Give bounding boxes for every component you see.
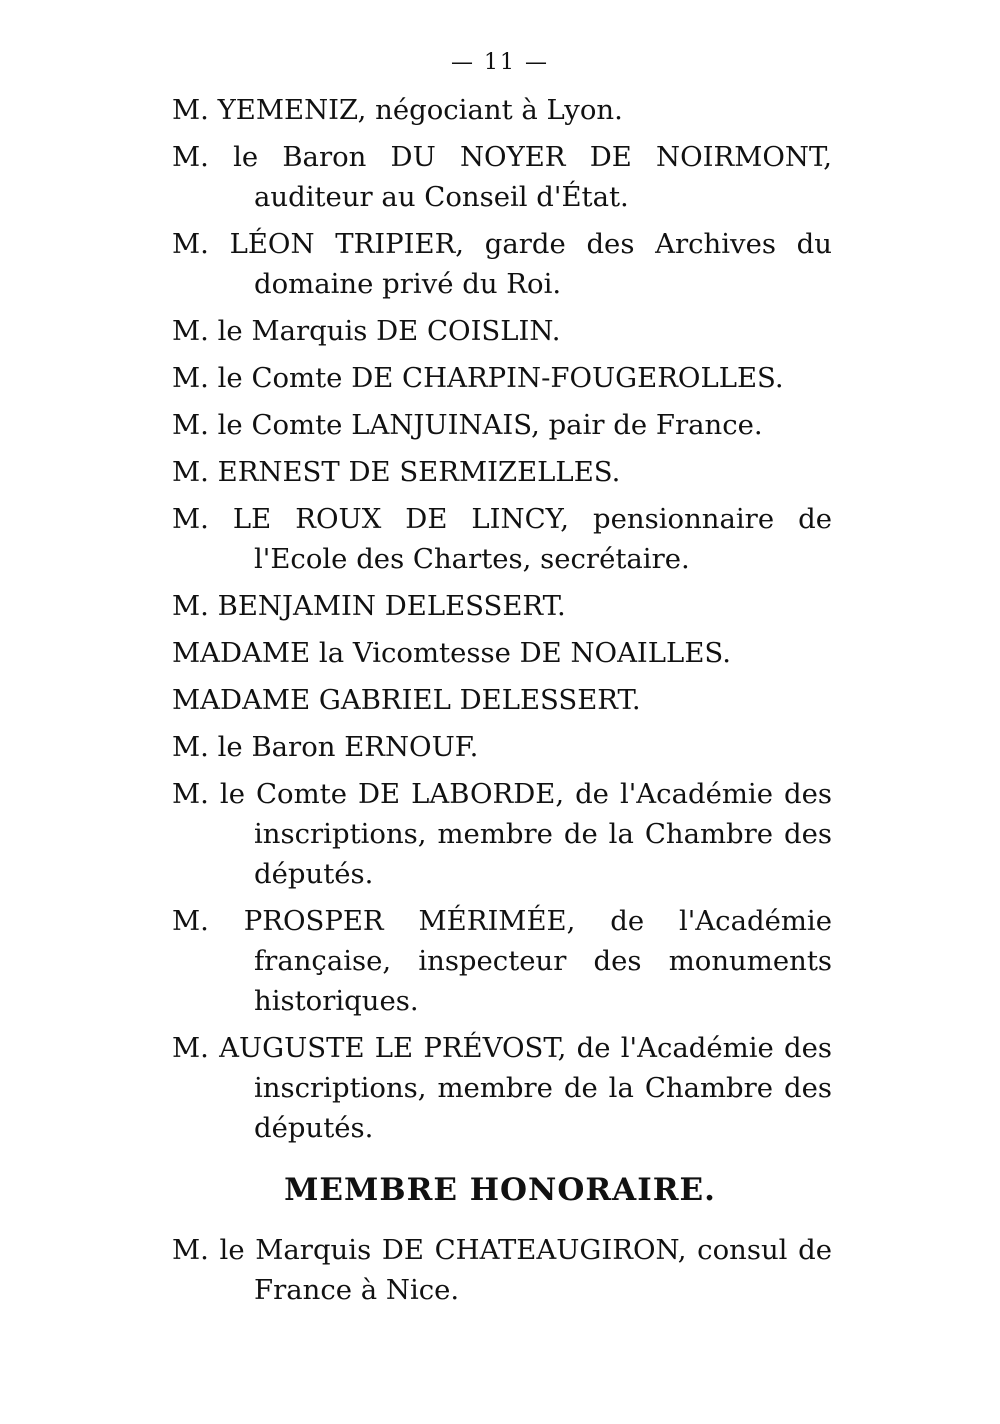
member-entry: M. le Comte LANJUINAIS, pair de France. [172,409,763,441]
section-heading-honorary: MEMBRE HONORAIRE. [284,1172,716,1208]
member-entry: M. le Comte DE LABORDE, de l'Académie des inscriptions, membre de la Chambre des députés. [172,778,832,890]
member-entry: M. LE ROUX DE LINCY, pensionnaire de l'Ecole des Chartes, secrétaire. [172,503,832,575]
honorary-member-list [172,1230,832,1317]
member-entry: M. YEMENIZ, négociant à Lyon. [172,94,623,126]
member-entry: M. ERNEST DE SERMIZELLES. [172,456,621,488]
member-entry: M. LÉON TRIPIER, garde des Archives du domaine privé du Roi. [172,228,832,300]
honorary-member-entry: M. le Marquis DE CHATEAUGIRON, consul de France à Nice. [172,1234,832,1306]
member-entry: M. PROSPER MÉRIMÉE, de l'Académie française, inspecteur des monuments historiques. [172,905,832,1017]
member-entry: MADAME la Vicomtesse DE NOAILLES. [172,637,731,669]
member-list [172,90,832,1155]
page-number: — 11 — [451,50,549,75]
member-entry: M. le Marquis DE COISLIN. [172,315,561,347]
member-entry: M. le Baron ERNOUF. [172,731,479,763]
member-entry: M. BENJAMIN DELESSERT. [172,590,566,622]
member-entry: MADAME GABRIEL DELESSERT. [172,684,641,716]
member-entry: M. le Baron DU NOYER DE NOIRMONT, auditeur au Conseil d'État. [172,141,832,213]
member-entry: M. le Comte DE CHARPIN-FOUGEROLLES. [172,362,784,394]
member-entry: M. AUGUSTE LE PRÉVOST, de l'Académie des inscriptions, membre de la Chambre des députés. [172,1032,832,1144]
